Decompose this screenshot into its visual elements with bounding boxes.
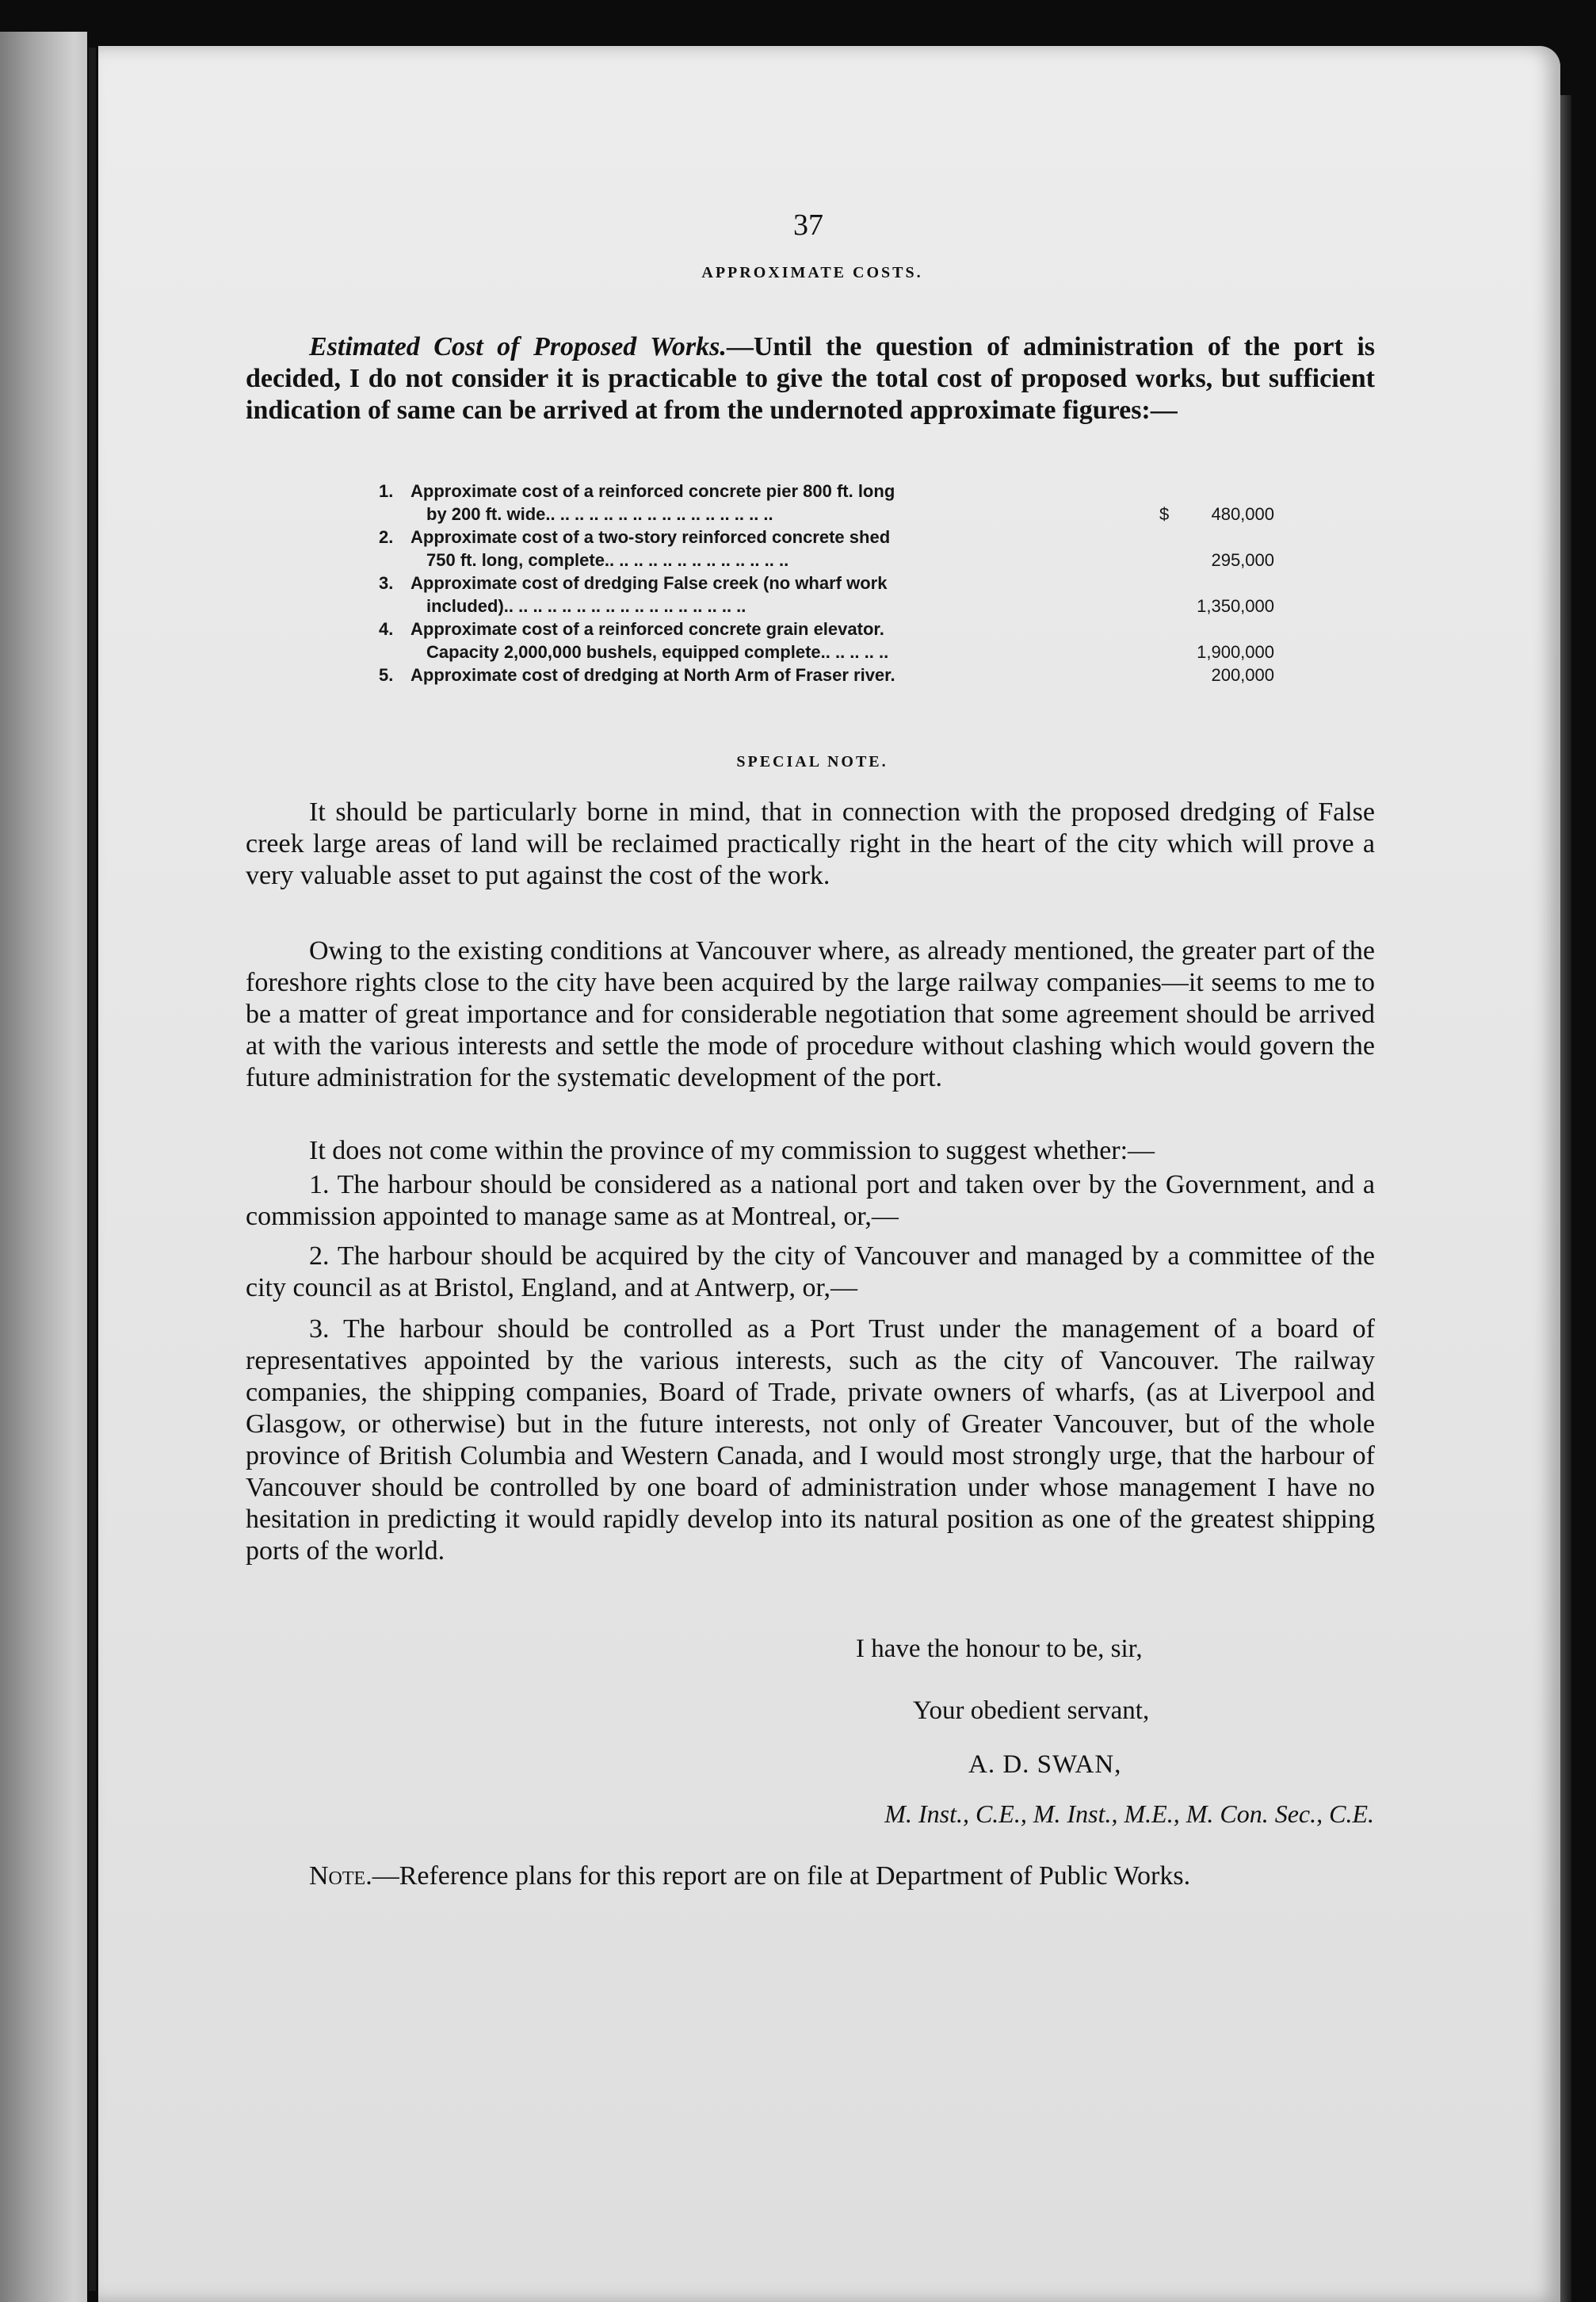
intro-title: Estimated Cost of Proposed Works. (309, 332, 727, 361)
paragraph-option-1: 1. The harbour should be considered as a national port and taken over by the Government, and a commission appointed to manage same as at Montreal, or,— (246, 1170, 1375, 1231)
page-edge (1560, 95, 1571, 2302)
paragraph: Owing to the existing conditions at Vancouver where, as already mentioned, the greater part of the foreshore rights close to the city have been acquired by the large railway companies—it seems to me to be a matter of great importance and for considerable negotiation that some agreement should be arrived at with the various interests and settle the mode of procedure without clashing which would govern the future administration for the systematic development of the port. (246, 936, 1375, 1092)
paragraph-option-3: 3. The harbour should be controlled as a Port Trust under the management of a board of representatives appointed by the various interests, such as the city of Vancouver. The railway companies, the shipping companies, Board of Trade, private owners of wharfs, (as at Liverpool and Glasgow, or otherwise) but in the future interests, not only of Greater Vancouver, but of the whole province of British Columbia and Western Canada, and I would most strongly urge, that the harbour of Vancouver should be controlled by one board of administration under whose management I have no hesitation in predicting it would rapidly develop into its natural position as one of the greatest shipping ports of the world. (246, 1314, 1375, 1566)
note-label: Note. (309, 1861, 372, 1891)
heading-special-note: SPECIAL NOTE. (736, 753, 888, 771)
cost-item-value: 1,900,000 (1197, 642, 1274, 662)
cost-item-value: 1,350,000 (1197, 596, 1274, 616)
note-text: —Reference plans for this report are on file at Department of Public Works. (372, 1861, 1191, 1891)
cost-item-value: 480,000 (1211, 504, 1274, 524)
cost-item-number: 1. (379, 481, 394, 501)
cost-item-number: 2. (379, 527, 394, 547)
cost-item-description-cont: 750 ft. long, complete.. .. .. .. .. .. .. .. .. .. .. .. .. (426, 550, 789, 570)
currency-symbol: $ (1159, 504, 1170, 524)
paragraph-option-2: 2. The harbour should be acquired by the city of Vancouver and managed by a committee of the city council as at Bristol, England, and at Antwerp, or,— (246, 1241, 1375, 1302)
cost-item-number: 4. (379, 619, 394, 639)
reference-note (246, 1860, 1375, 1892)
page-number: 37 (793, 208, 823, 242)
cost-item (379, 527, 1282, 573)
cost-item-number: 3. (379, 573, 394, 593)
cost-item-value: 295,000 (1211, 550, 1274, 570)
cost-item (379, 619, 1282, 665)
paragraph: It should be particularly borne in mind, that in connection with the proposed dredging of False creek large areas of land will be reclaimed practically right in the heart of the city which will prove a very valuable asset to put against the cost of the work. (246, 797, 1375, 890)
cost-item-description-cont: by 200 ft. wide.. .. .. .. .. .. .. .. .. .. .. .. .. .. .. .. (426, 504, 773, 524)
intro-text: —Until the question of administration of the port is decided, I do not consider it is practicable to give the total cost of proposed works, but sufficient indication of same can be arrived at from the undernoted approximate figures:— (246, 332, 1376, 425)
cost-item-number: 5. (379, 665, 394, 685)
cost-item (379, 573, 1282, 619)
cost-item-value: 200,000 (1211, 665, 1274, 685)
cost-item-description-cont: Capacity 2,000,000 bushels, equipped complete.. .. .. .. .. (426, 642, 889, 662)
gutter-shadow (89, 48, 96, 2291)
credentials: M. Inst., C.E., M. Inst., M.E., M. Con. Sec., C.E. (884, 1799, 1374, 1828)
closing-line: I have the honour to be, sir, (856, 1635, 1143, 1663)
heading-approximate-costs: APPROXIMATE COSTS. (701, 264, 923, 281)
book-spine (0, 32, 87, 2302)
paragraph: It does not come within the province of my commission to suggest whether:— (309, 1136, 1155, 1165)
cost-item-description: Approximate cost of dredging at North Arm of Fraser river. (410, 665, 895, 685)
cost-item-description: Approximate cost of a two-story reinforced concrete shed (410, 527, 891, 547)
intro-paragraph (246, 331, 1375, 426)
cost-table (379, 481, 1282, 688)
cost-item (379, 665, 1282, 688)
cost-item-description: Approximate cost of dredging False creek (no wharf work (410, 573, 888, 593)
cost-item-description-cont: included).. .. .. .. .. .. .. .. .. .. .. .. .. .. .. .. .. (426, 596, 746, 616)
cost-item-description: Approximate cost of a reinforced concrete pier 800 ft. long (410, 481, 895, 501)
cost-item-description: Approximate cost of a reinforced concrete grain elevator. (410, 619, 884, 639)
closing-servant: Your obedient servant, (913, 1696, 1150, 1725)
signature: A. D. SWAN, (968, 1750, 1122, 1779)
cost-item (379, 481, 1282, 527)
